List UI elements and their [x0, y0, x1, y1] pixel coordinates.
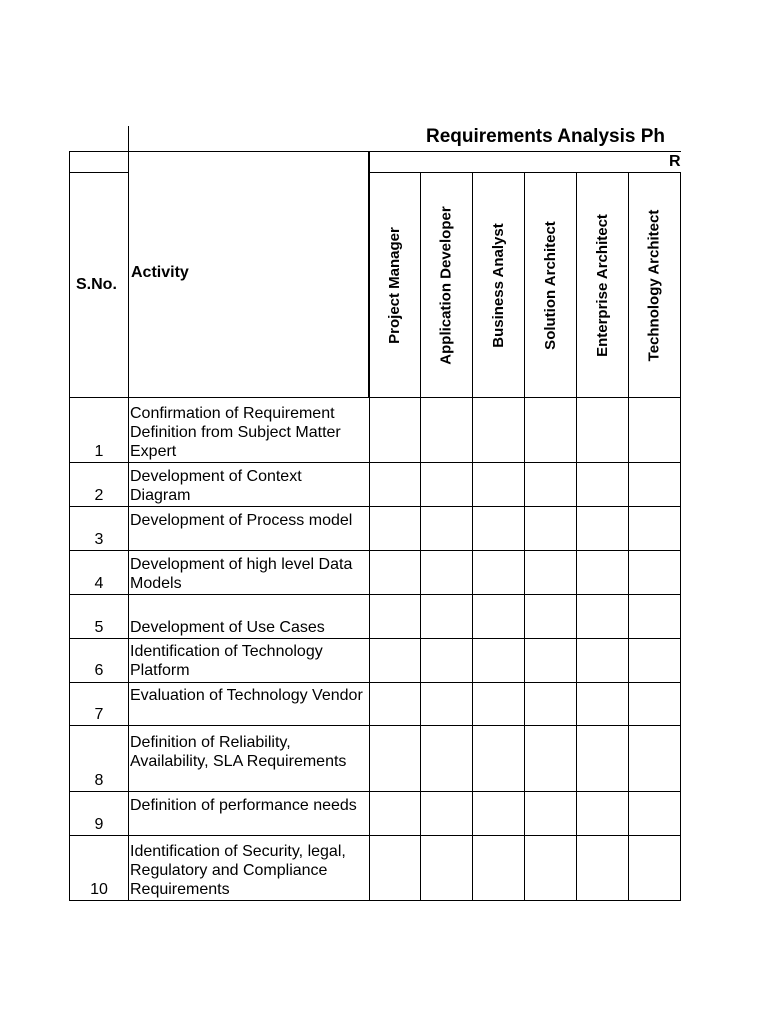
grid-line: [680, 172, 681, 901]
role-header-enterprise-architect: Enterprise Architect: [593, 213, 611, 357]
grid-line: [69, 462, 681, 463]
role-header-business-analyst: Business Analyst: [489, 222, 507, 348]
grid-line: [69, 900, 681, 901]
row-activity: Definition of performance needs: [130, 797, 357, 814]
row-activity: Development of Process model: [130, 512, 353, 529]
grid-line: [69, 682, 681, 683]
row-number: 8: [94, 772, 104, 789]
row-number: 10: [90, 881, 108, 898]
grid-line: [69, 397, 681, 398]
grid-line: [69, 638, 681, 639]
grid-line: [369, 397, 370, 901]
grid-line: [128, 126, 129, 901]
row-activity: Development of Use Cases: [130, 619, 325, 636]
row-activity: Definition of Reliability, Availability, SLA Requirements: [130, 734, 347, 770]
grid-line: [69, 835, 681, 836]
grid-line: [69, 151, 681, 152]
role-header-solution-architect: Solution Architect: [541, 220, 559, 350]
row-number: 9: [94, 816, 104, 833]
grid-line: [69, 550, 681, 551]
activity-column-header: Activity: [131, 264, 189, 281]
grid-line: [69, 725, 681, 726]
grid-line: [69, 172, 129, 173]
row-number: 7: [94, 706, 104, 723]
grid-line: [69, 506, 681, 507]
role-header-project-manager: Project Manager: [385, 226, 403, 344]
row-activity: Development of Context Diagram: [130, 468, 302, 504]
row-number: 4: [94, 575, 104, 592]
grid-line: [69, 791, 681, 792]
row-activity: Evaluation of Technology Vendor: [130, 687, 363, 704]
grid-line: [69, 594, 681, 595]
row-number: 3: [94, 531, 104, 548]
role-header-technology-architect: Technology Architect: [645, 209, 663, 361]
row-activity: Identification of Security, legal, Regulatory and Compliance Requirements: [130, 843, 346, 898]
roles-group-header: R: [669, 153, 681, 170]
row-activity: Identification of Technology Platform: [130, 643, 323, 679]
row-number: 5: [94, 619, 104, 636]
role-header-application-developer: Application Developer: [437, 205, 455, 365]
row-number: 2: [94, 487, 104, 504]
table-title: Requirements Analysis Ph: [426, 126, 665, 147]
row-number: 6: [94, 662, 104, 679]
sno-column-header: S.No.: [76, 276, 117, 293]
row-number: 1: [94, 443, 104, 460]
row-activity: Confirmation of Requirement Definition from Subject Matter Expert: [130, 405, 341, 460]
row-activity: Development of high level Data Models: [130, 556, 353, 592]
